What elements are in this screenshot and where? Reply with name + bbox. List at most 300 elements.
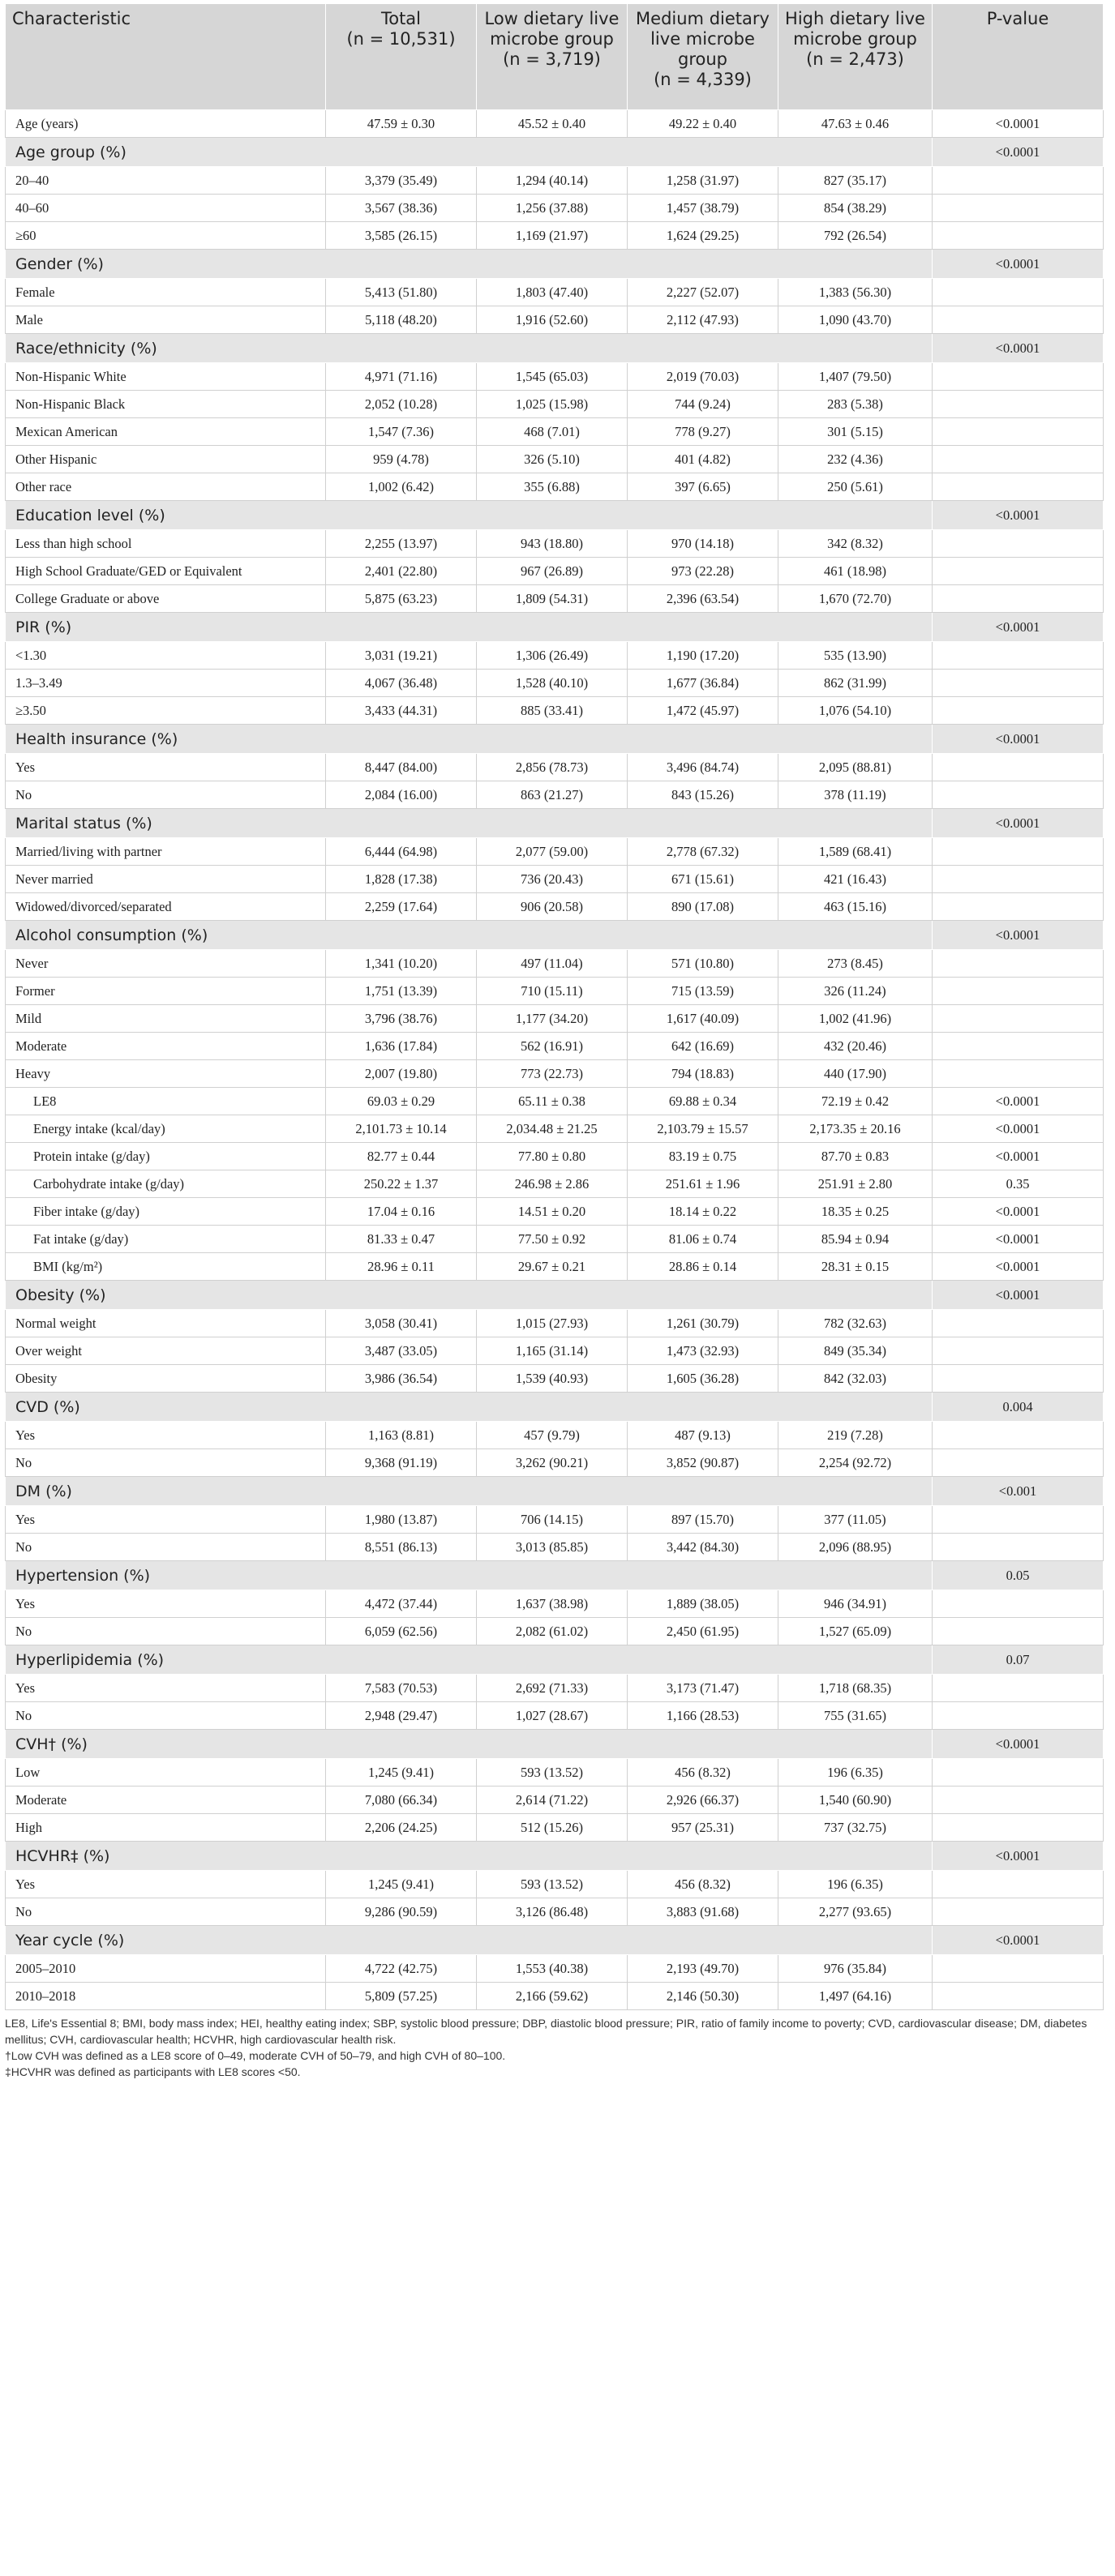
section-pvalue: <0.0001 <box>933 334 1104 363</box>
row-label: Moderate <box>6 1787 326 1814</box>
cell-high: 432 (20.46) <box>778 1033 933 1060</box>
section-label: Hyperlipidemia (%) <box>6 1645 933 1675</box>
cell-low: 1,539 (40.93) <box>477 1365 628 1393</box>
cell-pvalue <box>933 167 1104 195</box>
cell-high: 251.91 ± 2.80 <box>778 1170 933 1198</box>
cell-pvalue <box>933 1590 1104 1618</box>
cell-pvalue <box>933 222 1104 250</box>
section-pvalue: <0.0001 <box>933 138 1104 167</box>
cell-pvalue <box>933 754 1104 781</box>
section-header-row <box>6 501 1104 530</box>
cell-low: 773 (22.73) <box>477 1060 628 1088</box>
cell-low: 29.67 ± 0.21 <box>477 1253 628 1281</box>
cell-pvalue <box>933 306 1104 334</box>
cell-high: 1,076 (54.10) <box>778 697 933 725</box>
row-label: Former <box>6 978 326 1005</box>
cell-low: 1,306 (26.49) <box>477 642 628 670</box>
table-row <box>6 1115 1104 1143</box>
section-label: Year cycle (%) <box>6 1926 933 1955</box>
cell-low: 710 (15.11) <box>477 978 628 1005</box>
cell-pvalue <box>933 1787 1104 1814</box>
cell-medium: 2,227 (52.07) <box>628 279 778 306</box>
cell-medium: 1,473 (32.93) <box>628 1337 778 1365</box>
table-container <box>5 3 1103 2080</box>
cell-pvalue <box>933 978 1104 1005</box>
cell-total: 3,567 (38.36) <box>326 195 477 222</box>
cell-total: 3,433 (44.31) <box>326 697 477 725</box>
row-label: No <box>6 1534 326 1561</box>
table-row <box>6 473 1104 501</box>
section-header-row <box>6 1645 1104 1675</box>
cell-medium: 897 (15.70) <box>628 1506 778 1534</box>
cell-pvalue: <0.0001 <box>933 1088 1104 1115</box>
row-label: No <box>6 1449 326 1477</box>
cell-pvalue <box>933 1337 1104 1365</box>
table-row <box>6 1365 1104 1393</box>
cell-low: 1,027 (28.67) <box>477 1702 628 1730</box>
header-low-label: Low dietary live microbe group <box>484 9 620 49</box>
cell-low: 3,126 (86.48) <box>477 1898 628 1926</box>
cell-total: 17.04 ± 0.16 <box>326 1198 477 1226</box>
row-label: Obesity <box>6 1365 326 1393</box>
characteristics-table <box>5 3 1104 2010</box>
cell-total: 2,007 (19.80) <box>326 1060 477 1088</box>
cell-low: 77.50 ± 0.92 <box>477 1226 628 1253</box>
cell-medium: 671 (15.61) <box>628 866 778 893</box>
cell-pvalue <box>933 1983 1104 2010</box>
table-footnotes <box>5 2015 1103 2080</box>
cell-pvalue <box>933 1365 1104 1393</box>
section-header-row <box>6 1281 1104 1310</box>
cell-high: 827 (35.17) <box>778 167 933 195</box>
cell-high: 854 (38.29) <box>778 195 933 222</box>
cell-high: 232 (4.36) <box>778 446 933 473</box>
row-label: Married/living with partner <box>6 838 326 866</box>
cell-high: 1,002 (41.96) <box>778 1005 933 1033</box>
cell-low: 885 (33.41) <box>477 697 628 725</box>
cell-high: 219 (7.28) <box>778 1422 933 1449</box>
cell-high: 283 (5.38) <box>778 391 933 418</box>
row-label: Other race <box>6 473 326 501</box>
table-row <box>6 978 1104 1005</box>
cell-high: 737 (32.75) <box>778 1814 933 1842</box>
section-label: Gender (%) <box>6 250 933 279</box>
table-row <box>6 1871 1104 1898</box>
table-row <box>6 1253 1104 1281</box>
cell-low: 14.51 ± 0.20 <box>477 1198 628 1226</box>
row-label: BMI (kg/m²) <box>6 1253 326 1281</box>
cell-medium: 1,166 (28.53) <box>628 1702 778 1730</box>
table-row <box>6 1814 1104 1842</box>
table-row <box>6 530 1104 558</box>
row-label: No <box>6 781 326 809</box>
row-label: Yes <box>6 1506 326 1534</box>
row-label: Other Hispanic <box>6 446 326 473</box>
cell-medium: 957 (25.31) <box>628 1814 778 1842</box>
cell-total: 3,796 (38.76) <box>326 1005 477 1033</box>
cell-pvalue <box>933 1618 1104 1645</box>
cell-total: 2,948 (29.47) <box>326 1702 477 1730</box>
table-row <box>6 1759 1104 1787</box>
cell-low: 943 (18.80) <box>477 530 628 558</box>
cell-medium: 49.22 ± 0.40 <box>628 110 778 138</box>
header-medium <box>628 4 778 110</box>
cell-low: 1,916 (52.60) <box>477 306 628 334</box>
cell-high: 976 (35.84) <box>778 1955 933 1983</box>
cell-total: 1,828 (17.38) <box>326 866 477 893</box>
cell-low: 736 (20.43) <box>477 866 628 893</box>
cell-low: 45.52 ± 0.40 <box>477 110 628 138</box>
cell-high: 2,277 (93.65) <box>778 1898 933 1926</box>
cell-medium: 778 (9.27) <box>628 418 778 446</box>
row-label: Mild <box>6 1005 326 1033</box>
row-label: Fiber intake (g/day) <box>6 1198 326 1226</box>
cell-medium: 2,146 (50.30) <box>628 1983 778 2010</box>
cell-high: 755 (31.65) <box>778 1702 933 1730</box>
table-row <box>6 167 1104 195</box>
cell-total: 2,255 (13.97) <box>326 530 477 558</box>
row-label: Yes <box>6 754 326 781</box>
cell-pvalue <box>933 1506 1104 1534</box>
cell-pvalue <box>933 1702 1104 1730</box>
cell-high: 1,090 (43.70) <box>778 306 933 334</box>
row-label: Female <box>6 279 326 306</box>
cell-pvalue <box>933 1814 1104 1842</box>
cell-medium: 3,852 (90.87) <box>628 1449 778 1477</box>
cell-high: 47.63 ± 0.46 <box>778 110 933 138</box>
cell-pvalue <box>933 697 1104 725</box>
cell-total: 81.33 ± 0.47 <box>326 1226 477 1253</box>
section-label: HCVHR‡ (%) <box>6 1842 933 1871</box>
section-label: CVH† (%) <box>6 1730 933 1759</box>
row-label: 40–60 <box>6 195 326 222</box>
cell-medium: 1,258 (31.97) <box>628 167 778 195</box>
cell-total: 3,585 (26.15) <box>326 222 477 250</box>
cell-pvalue <box>933 781 1104 809</box>
section-label: Alcohol consumption (%) <box>6 921 933 950</box>
cell-low: 593 (13.52) <box>477 1871 628 1898</box>
section-header-row <box>6 1393 1104 1422</box>
cell-low: 1,025 (15.98) <box>477 391 628 418</box>
cell-low: 1,528 (40.10) <box>477 670 628 697</box>
section-label: CVD (%) <box>6 1393 933 1422</box>
header-total <box>326 4 477 110</box>
row-label: Widowed/divorced/separated <box>6 893 326 921</box>
section-header-row <box>6 1926 1104 1955</box>
row-label: ≥60 <box>6 222 326 250</box>
table-row <box>6 781 1104 809</box>
row-label: No <box>6 1898 326 1926</box>
cell-total: 9,286 (90.59) <box>326 1898 477 1926</box>
cell-low: 593 (13.52) <box>477 1759 628 1787</box>
cell-low: 77.80 ± 0.80 <box>477 1143 628 1170</box>
row-label: Male <box>6 306 326 334</box>
row-label: ≥3.50 <box>6 697 326 725</box>
cell-medium: 456 (8.32) <box>628 1759 778 1787</box>
cell-low: 355 (6.88) <box>477 473 628 501</box>
header-characteristic: Characteristic <box>6 4 326 110</box>
row-label: Never married <box>6 866 326 893</box>
cell-total: 4,722 (42.75) <box>326 1955 477 1983</box>
cell-high: 849 (35.34) <box>778 1337 933 1365</box>
cell-low: 967 (26.89) <box>477 558 628 585</box>
section-header-row <box>6 613 1104 642</box>
table-row <box>6 838 1104 866</box>
cell-high: 87.70 ± 0.83 <box>778 1143 933 1170</box>
cell-medium: 2,396 (63.54) <box>628 585 778 613</box>
table-row <box>6 1449 1104 1477</box>
cell-low: 906 (20.58) <box>477 893 628 921</box>
cell-total: 6,059 (62.56) <box>326 1618 477 1645</box>
cell-medium: 3,496 (84.74) <box>628 754 778 781</box>
cell-pvalue <box>933 1449 1104 1477</box>
cell-medium: 1,889 (38.05) <box>628 1590 778 1618</box>
cell-high: 1,670 (72.70) <box>778 585 933 613</box>
cell-total: 2,401 (22.80) <box>326 558 477 585</box>
cell-pvalue <box>933 1898 1104 1926</box>
row-label: Fat intake (g/day) <box>6 1226 326 1253</box>
section-label: Age group (%) <box>6 138 933 167</box>
cell-pvalue <box>933 558 1104 585</box>
cell-medium: 3,173 (71.47) <box>628 1675 778 1702</box>
cell-total: 2,259 (17.64) <box>326 893 477 921</box>
row-label: 1.3–3.49 <box>6 670 326 697</box>
cell-medium: 251.61 ± 1.96 <box>628 1170 778 1198</box>
cell-low: 1,553 (40.38) <box>477 1955 628 1983</box>
cell-pvalue <box>933 446 1104 473</box>
cell-pvalue <box>933 391 1104 418</box>
row-label: LE8 <box>6 1088 326 1115</box>
cell-medium: 744 (9.24) <box>628 391 778 418</box>
cell-low: 706 (14.15) <box>477 1506 628 1534</box>
cell-low: 2,082 (61.02) <box>477 1618 628 1645</box>
cell-pvalue: <0.0001 <box>933 1253 1104 1281</box>
cell-low: 512 (15.26) <box>477 1814 628 1842</box>
cell-low: 497 (11.04) <box>477 950 628 978</box>
cell-pvalue <box>933 195 1104 222</box>
cell-total: 3,031 (19.21) <box>326 642 477 670</box>
cell-high: 377 (11.05) <box>778 1506 933 1534</box>
cell-high: 792 (26.54) <box>778 222 933 250</box>
cell-high: 85.94 ± 0.94 <box>778 1226 933 1253</box>
cell-medium: 1,457 (38.79) <box>628 195 778 222</box>
table-row <box>6 1983 1104 2010</box>
cell-high: 1,527 (65.09) <box>778 1618 933 1645</box>
cell-low: 1,165 (31.14) <box>477 1337 628 1365</box>
table-row <box>6 1702 1104 1730</box>
section-pvalue: 0.004 <box>933 1393 1104 1422</box>
row-label: College Graduate or above <box>6 585 326 613</box>
table-row <box>6 1590 1104 1618</box>
section-pvalue: <0.0001 <box>933 1730 1104 1759</box>
cell-high: 440 (17.90) <box>778 1060 933 1088</box>
cell-medium: 456 (8.32) <box>628 1871 778 1898</box>
header-high-n: (n = 2,473) <box>806 49 904 69</box>
header-total-n: (n = 10,531) <box>346 29 456 49</box>
row-label: No <box>6 1618 326 1645</box>
cell-total: 2,052 (10.28) <box>326 391 477 418</box>
cell-medium: 2,450 (61.95) <box>628 1618 778 1645</box>
cell-total: 3,986 (36.54) <box>326 1365 477 1393</box>
row-label: Yes <box>6 1590 326 1618</box>
cell-total: 4,472 (37.44) <box>326 1590 477 1618</box>
cell-pvalue <box>933 279 1104 306</box>
cell-pvalue <box>933 950 1104 978</box>
table-row <box>6 1310 1104 1337</box>
section-header-row <box>6 1477 1104 1506</box>
cell-pvalue <box>933 1060 1104 1088</box>
cell-medium: 487 (9.13) <box>628 1422 778 1449</box>
cell-high: 326 (11.24) <box>778 978 933 1005</box>
cell-high: 250 (5.61) <box>778 473 933 501</box>
header-low-n: (n = 3,719) <box>503 49 601 69</box>
row-label: Non-Hispanic Black <box>6 391 326 418</box>
table-body <box>6 110 1104 2010</box>
table-row <box>6 1226 1104 1253</box>
table-row <box>6 866 1104 893</box>
cell-low: 2,614 (71.22) <box>477 1787 628 1814</box>
table-row <box>6 279 1104 306</box>
header-high <box>778 4 933 110</box>
row-label: Normal weight <box>6 1310 326 1337</box>
table-row <box>6 1787 1104 1814</box>
cell-total: 5,875 (63.23) <box>326 585 477 613</box>
cell-pvalue <box>933 530 1104 558</box>
row-label: Moderate <box>6 1033 326 1060</box>
cell-medium: 2,112 (47.93) <box>628 306 778 334</box>
cell-total: 8,447 (84.00) <box>326 754 477 781</box>
cell-high: 196 (6.35) <box>778 1871 933 1898</box>
row-label: Mexican American <box>6 418 326 446</box>
cell-medium: 973 (22.28) <box>628 558 778 585</box>
cell-pvalue <box>933 670 1104 697</box>
cell-pvalue <box>933 1422 1104 1449</box>
table-row <box>6 1198 1104 1226</box>
table-row <box>6 110 1104 138</box>
cell-high: 1,589 (68.41) <box>778 838 933 866</box>
cell-low: 2,856 (78.73) <box>477 754 628 781</box>
cell-total: 28.96 ± 0.11 <box>326 1253 477 1281</box>
cell-total: 9,368 (91.19) <box>326 1449 477 1477</box>
cell-pvalue <box>933 1310 1104 1337</box>
cell-total: 3,379 (35.49) <box>326 167 477 195</box>
cell-high: 72.19 ± 0.42 <box>778 1088 933 1115</box>
section-pvalue: <0.0001 <box>933 921 1104 950</box>
table-row <box>6 1337 1104 1365</box>
cell-low: 1,169 (21.97) <box>477 222 628 250</box>
cell-total: 1,751 (13.39) <box>326 978 477 1005</box>
cell-low: 1,803 (47.40) <box>477 279 628 306</box>
table-row <box>6 1534 1104 1561</box>
cell-medium: 2,103.79 ± 15.57 <box>628 1115 778 1143</box>
cell-pvalue <box>933 1534 1104 1561</box>
cell-total: 2,084 (16.00) <box>326 781 477 809</box>
cell-total: 4,067 (36.48) <box>326 670 477 697</box>
cell-total: 6,444 (64.98) <box>326 838 477 866</box>
table-row <box>6 558 1104 585</box>
section-label: Education level (%) <box>6 501 933 530</box>
cell-medium: 401 (4.82) <box>628 446 778 473</box>
table-row <box>6 418 1104 446</box>
table-row <box>6 754 1104 781</box>
cell-total: 47.59 ± 0.30 <box>326 110 477 138</box>
cell-pvalue <box>933 1871 1104 1898</box>
table-row <box>6 391 1104 418</box>
section-header-row <box>6 809 1104 838</box>
table-row <box>6 585 1104 613</box>
cell-medium: 2,193 (49.70) <box>628 1955 778 1983</box>
cell-high: 342 (8.32) <box>778 530 933 558</box>
cell-low: 2,692 (71.33) <box>477 1675 628 1702</box>
cell-low: 3,013 (85.85) <box>477 1534 628 1561</box>
cell-low: 326 (5.10) <box>477 446 628 473</box>
section-pvalue: <0.0001 <box>933 1926 1104 1955</box>
cell-low: 65.11 ± 0.38 <box>477 1088 628 1115</box>
cell-medium: 397 (6.65) <box>628 473 778 501</box>
cell-high: 2,173.35 ± 20.16 <box>778 1115 933 1143</box>
cell-low: 2,034.48 ± 21.25 <box>477 1115 628 1143</box>
header-total-label: Total <box>380 9 422 28</box>
row-label: High School Graduate/GED or Equivalent <box>6 558 326 585</box>
table-row <box>6 697 1104 725</box>
row-label: Protein intake (g/day) <box>6 1143 326 1170</box>
cell-total: 7,080 (66.34) <box>326 1787 477 1814</box>
cell-low: 3,262 (90.21) <box>477 1449 628 1477</box>
cell-pvalue: <0.0001 <box>933 1198 1104 1226</box>
cell-total: 1,547 (7.36) <box>326 418 477 446</box>
cell-low: 1,637 (38.98) <box>477 1590 628 1618</box>
cell-high: 946 (34.91) <box>778 1590 933 1618</box>
cell-total: 5,118 (48.20) <box>326 306 477 334</box>
row-label: 2010–2018 <box>6 1983 326 2010</box>
section-pvalue: 0.05 <box>933 1561 1104 1590</box>
cell-high: 273 (8.45) <box>778 950 933 978</box>
cell-pvalue <box>933 893 1104 921</box>
section-pvalue: <0.0001 <box>933 1842 1104 1871</box>
section-label: Race/ethnicity (%) <box>6 334 933 363</box>
cell-medium: 843 (15.26) <box>628 781 778 809</box>
cell-low: 2,077 (59.00) <box>477 838 628 866</box>
section-header-row <box>6 1842 1104 1871</box>
cell-medium: 642 (16.69) <box>628 1033 778 1060</box>
section-header-row <box>6 250 1104 279</box>
cell-high: 421 (16.43) <box>778 866 933 893</box>
row-label: Energy intake (kcal/day) <box>6 1115 326 1143</box>
section-label: Hypertension (%) <box>6 1561 933 1590</box>
section-header-row <box>6 1730 1104 1759</box>
cell-high: 1,718 (68.35) <box>778 1675 933 1702</box>
table-row <box>6 1422 1104 1449</box>
cell-medium: 1,190 (17.20) <box>628 642 778 670</box>
header-low <box>477 4 628 110</box>
section-pvalue: <0.0001 <box>933 501 1104 530</box>
cell-pvalue <box>933 585 1104 613</box>
cell-low: 1,809 (54.31) <box>477 585 628 613</box>
cell-medium: 2,926 (66.37) <box>628 1787 778 1814</box>
table-row <box>6 1005 1104 1033</box>
cell-medium: 1,677 (36.84) <box>628 670 778 697</box>
cell-pvalue <box>933 473 1104 501</box>
row-label: Carbohydrate intake (g/day) <box>6 1170 326 1198</box>
section-pvalue: <0.0001 <box>933 725 1104 754</box>
cell-high: 535 (13.90) <box>778 642 933 670</box>
cell-pvalue <box>933 1005 1104 1033</box>
cell-high: 1,497 (64.16) <box>778 1983 933 2010</box>
cell-total: 250.22 ± 1.37 <box>326 1170 477 1198</box>
cell-pvalue <box>933 642 1104 670</box>
row-label: 2005–2010 <box>6 1955 326 1983</box>
row-label: Heavy <box>6 1060 326 1088</box>
